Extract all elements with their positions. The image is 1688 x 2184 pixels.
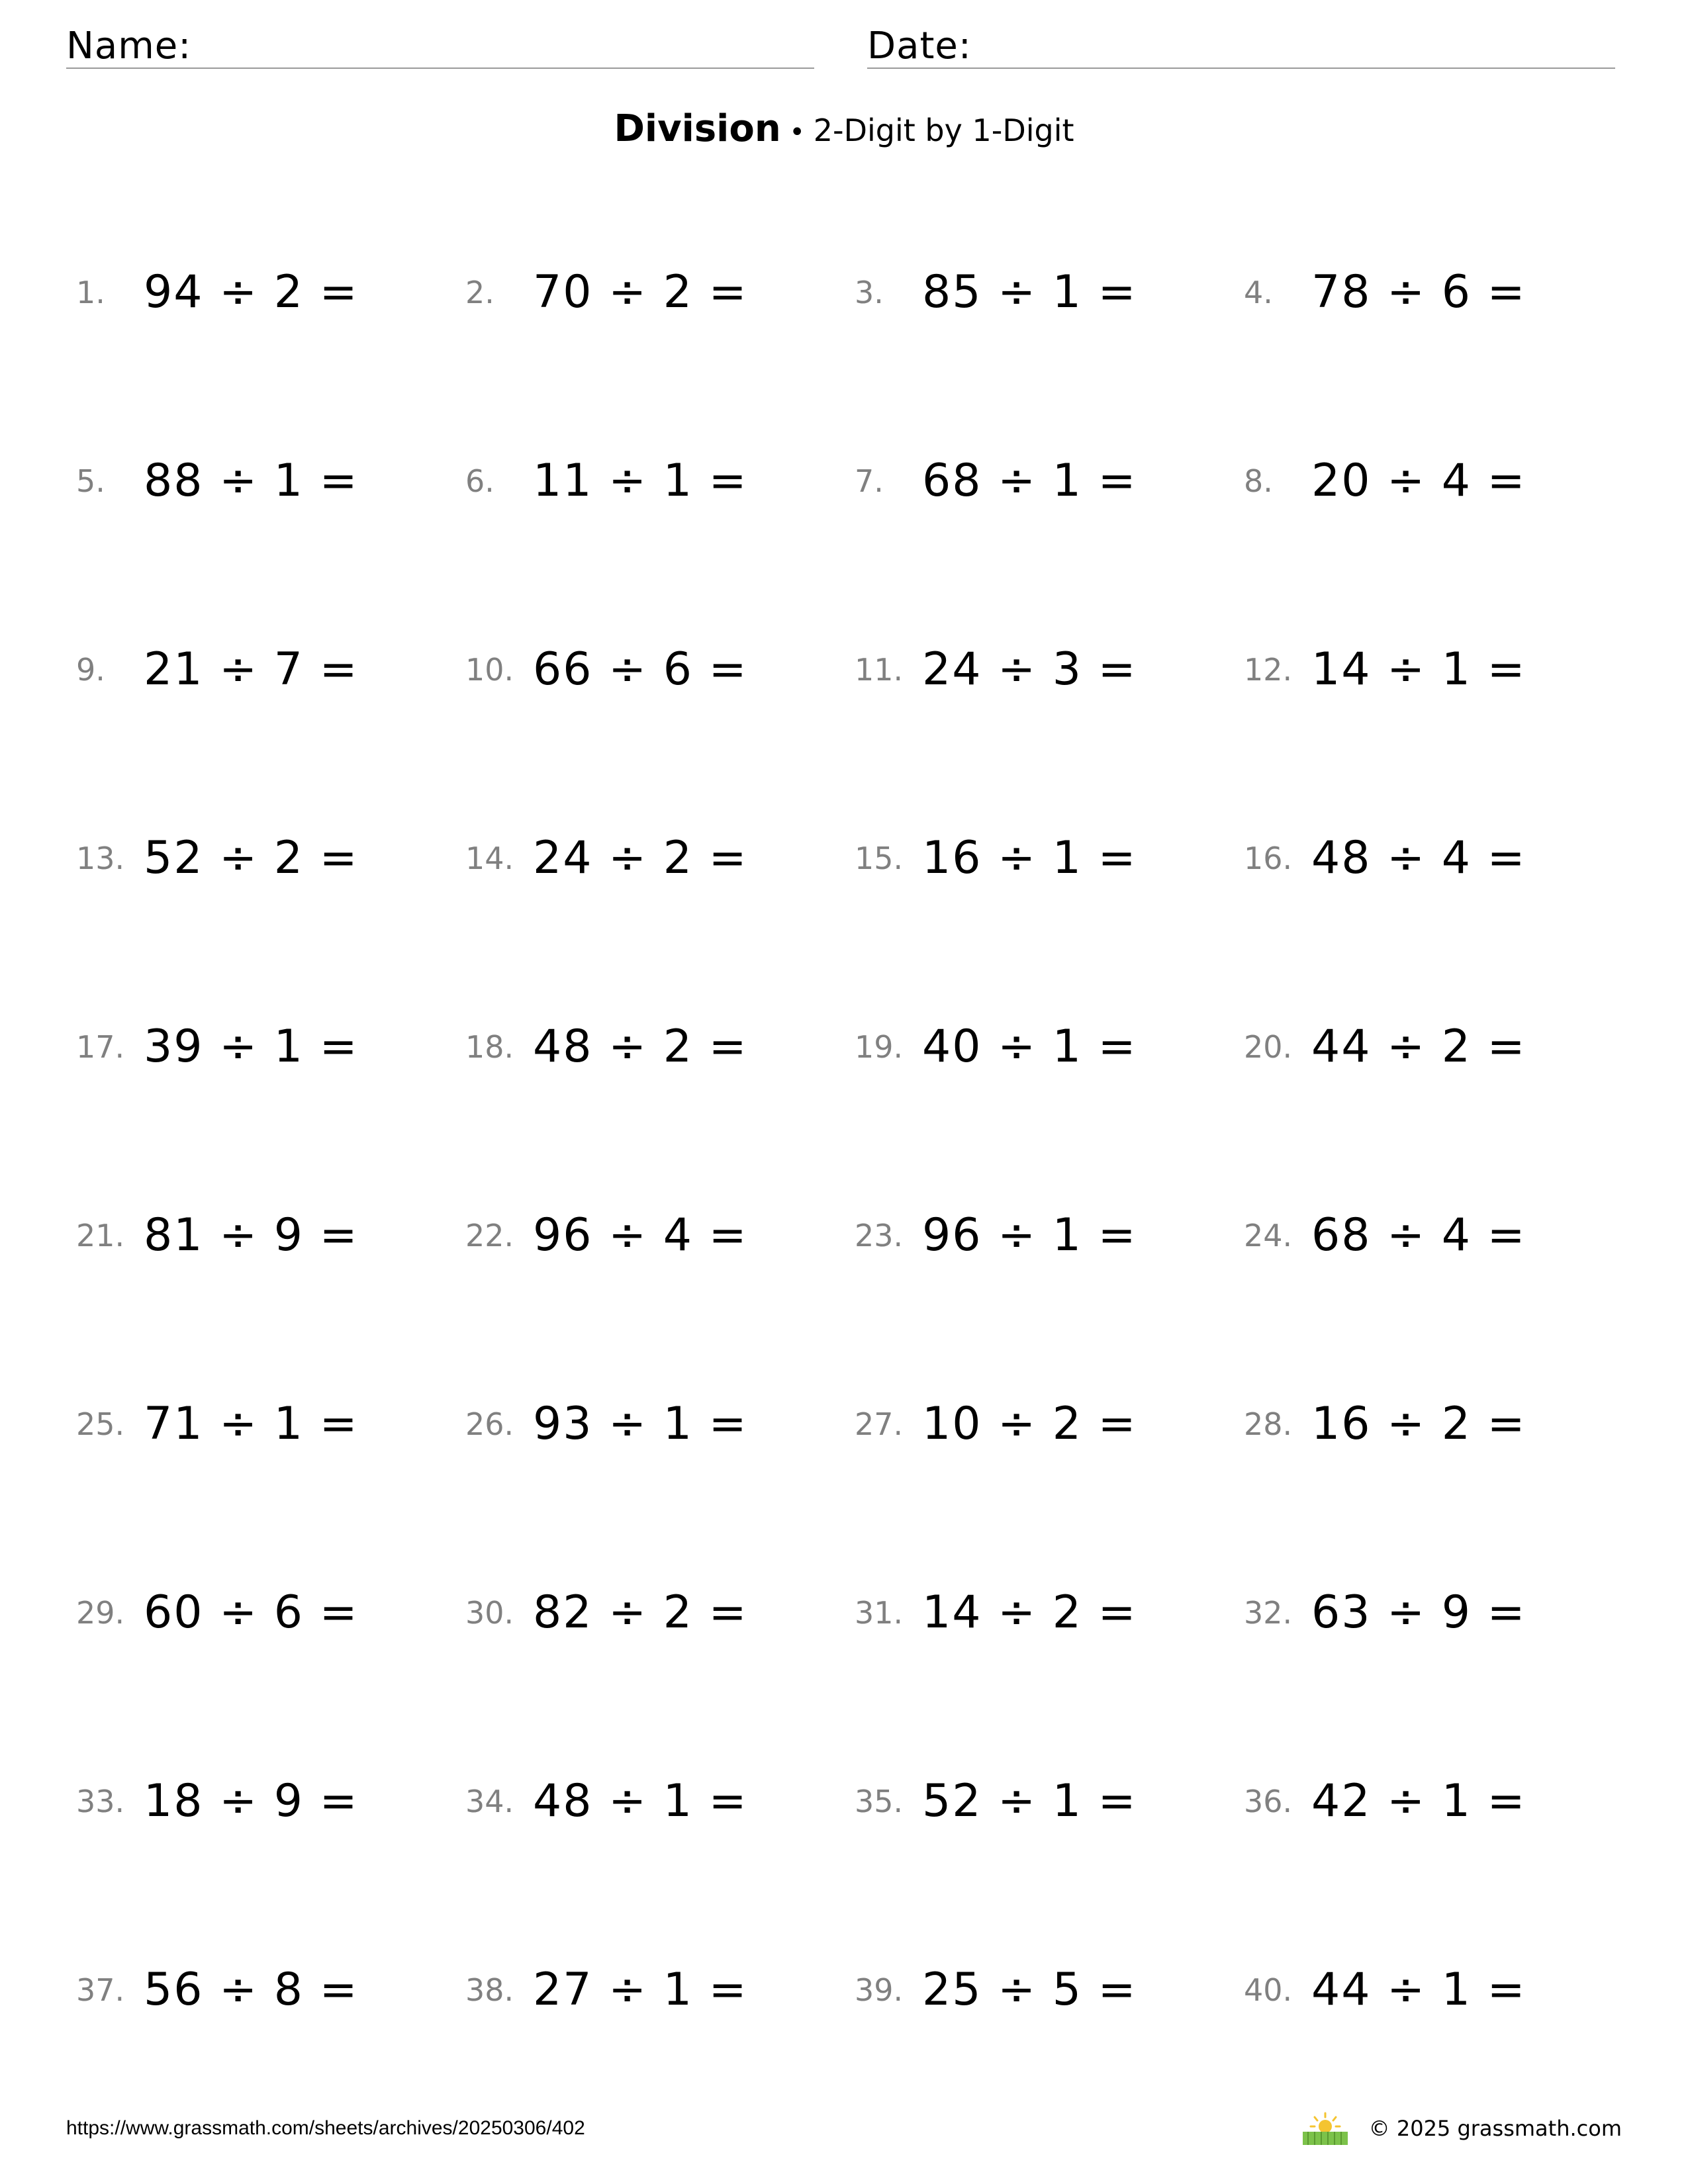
problem-number: 24.: [1244, 1217, 1293, 1253]
problem-number: 13.: [76, 840, 125, 876]
problem-item: [76, 625, 465, 714]
problem-number: 33.: [76, 1783, 125, 1819]
problem-item: [76, 813, 465, 903]
problem-number: 28.: [1244, 1406, 1293, 1442]
title-separator: •: [789, 117, 805, 148]
problem-item: [76, 1756, 465, 1846]
problem-number: 16.: [1244, 840, 1293, 876]
problem-item: [1244, 1379, 1625, 1469]
problem-number: 2.: [465, 274, 494, 310]
problem-expression: 24 ÷ 3 =: [922, 643, 1137, 696]
problem-expression: 96 ÷ 4 =: [533, 1209, 748, 1261]
problem-number: 27.: [855, 1406, 904, 1442]
problem-expression: 24 ÷ 2 =: [533, 832, 748, 884]
problem-expression: 39 ÷ 1 =: [144, 1021, 359, 1073]
problem-expression: 10 ÷ 2 =: [922, 1398, 1137, 1450]
footer-url: https://www.grassmath.com/sheets/archives/20250306/402: [66, 2117, 585, 2139]
copyright-text: © 2025 grassmath.com: [1368, 2116, 1622, 2141]
problem-expression: 40 ÷ 1 =: [922, 1021, 1137, 1073]
problem-number: 19.: [855, 1028, 904, 1065]
problem-item: [465, 1379, 855, 1469]
problem-number: 40.: [1244, 1972, 1293, 2008]
problem-expression: 70 ÷ 2 =: [533, 266, 748, 318]
problem-item: [1244, 1568, 1625, 1657]
problem-grid: [76, 248, 1625, 2134]
problem-item: [76, 1191, 465, 1280]
problem-item: [465, 1191, 855, 1280]
problem-number: 23.: [855, 1217, 904, 1253]
problem-number: 15.: [855, 840, 904, 876]
title-main: Division: [614, 107, 781, 150]
problem-item: [76, 436, 465, 525]
problem-item: [76, 1002, 465, 1091]
problem-expression: 27 ÷ 1 =: [533, 1964, 748, 2016]
problem-number: 31.: [855, 1594, 904, 1631]
title-subtitle: 2-Digit by 1-Digit: [813, 113, 1074, 148]
problem-expression: 78 ÷ 6 =: [1311, 266, 1526, 318]
problem-expression: 18 ÷ 9 =: [144, 1775, 359, 1827]
problem-item: [1244, 813, 1625, 903]
problem-item: [855, 1002, 1244, 1091]
problem-number: 1.: [76, 274, 105, 310]
problem-item: [76, 248, 465, 337]
problem-expression: 85 ÷ 1 =: [922, 266, 1137, 318]
problem-expression: 14 ÷ 2 =: [922, 1586, 1137, 1639]
problem-expression: 16 ÷ 1 =: [922, 832, 1137, 884]
problem-number: 6.: [465, 463, 494, 499]
problem-number: 5.: [76, 463, 105, 499]
problem-number: 7.: [855, 463, 884, 499]
problem-expression: 82 ÷ 2 =: [533, 1586, 748, 1639]
problem-item: [76, 1379, 465, 1469]
problem-item: [855, 1945, 1244, 2034]
problem-expression: 52 ÷ 1 =: [922, 1775, 1137, 1827]
problem-number: 9.: [76, 651, 105, 688]
problem-expression: 88 ÷ 1 =: [144, 455, 359, 507]
problem-number: 11.: [855, 651, 904, 688]
problem-number: 21.: [76, 1217, 125, 1253]
problem-item: [855, 1568, 1244, 1657]
problem-item: [1244, 248, 1625, 337]
problem-expression: 63 ÷ 9 =: [1311, 1586, 1526, 1639]
problem-number: 3.: [855, 274, 884, 310]
problem-item: [855, 813, 1244, 903]
problem-expression: 48 ÷ 2 =: [533, 1021, 748, 1073]
problem-number: 17.: [76, 1028, 125, 1065]
worksheet-title: [0, 106, 1688, 156]
problem-item: [465, 813, 855, 903]
problem-number: 36.: [1244, 1783, 1293, 1819]
problem-number: 20.: [1244, 1028, 1293, 1065]
problem-item: [855, 1379, 1244, 1469]
problem-item: [465, 1756, 855, 1846]
problem-item: [465, 1945, 855, 2034]
problem-expression: 71 ÷ 1 =: [144, 1398, 359, 1450]
problem-item: [1244, 625, 1625, 714]
problem-number: 38.: [465, 1972, 514, 2008]
problem-item: [465, 248, 855, 337]
problem-number: 25.: [76, 1406, 125, 1442]
problem-expression: 52 ÷ 2 =: [144, 832, 359, 884]
problem-expression: 56 ÷ 8 =: [144, 1964, 359, 2016]
problem-expression: 44 ÷ 1 =: [1311, 1964, 1526, 2016]
problem-expression: 11 ÷ 1 =: [533, 455, 748, 507]
problem-expression: 68 ÷ 1 =: [922, 455, 1137, 507]
problem-number: 29.: [76, 1594, 125, 1631]
name-field[interactable]: [66, 25, 814, 69]
problem-number: 26.: [465, 1406, 514, 1442]
problem-expression: 44 ÷ 2 =: [1311, 1021, 1526, 1073]
problem-expression: 25 ÷ 5 =: [922, 1964, 1137, 2016]
problem-item: [855, 1191, 1244, 1280]
problem-item: [855, 625, 1244, 714]
problem-item: [855, 248, 1244, 337]
problem-number: 37.: [76, 1972, 125, 2008]
problem-item: [1244, 1191, 1625, 1280]
problem-expression: 14 ÷ 1 =: [1311, 643, 1526, 696]
problem-number: 18.: [465, 1028, 514, 1065]
problem-number: 4.: [1244, 274, 1273, 310]
problem-item: [1244, 1002, 1625, 1091]
problem-item: [76, 1568, 465, 1657]
problem-item: [1244, 1756, 1625, 1846]
footer-branding: [1301, 2109, 1622, 2148]
date-label: Date:: [867, 24, 972, 68]
problem-number: 39.: [855, 1972, 904, 2008]
problem-item: [855, 436, 1244, 525]
problem-number: 30.: [465, 1594, 514, 1631]
problem-expression: 96 ÷ 1 =: [922, 1209, 1137, 1261]
problem-number: 35.: [855, 1783, 904, 1819]
problem-item: [465, 436, 855, 525]
problem-expression: 20 ÷ 4 =: [1311, 455, 1526, 507]
problem-item: [465, 1568, 855, 1657]
problem-number: 32.: [1244, 1594, 1293, 1631]
problem-item: [1244, 436, 1625, 525]
grass-sun-logo-icon: [1301, 2112, 1349, 2145]
problem-item: [465, 1002, 855, 1091]
problem-number: 34.: [465, 1783, 514, 1819]
problem-item: [465, 625, 855, 714]
problem-expression: 42 ÷ 1 =: [1311, 1775, 1526, 1827]
date-field[interactable]: [867, 25, 1615, 69]
problem-number: 10.: [465, 651, 514, 688]
problem-item: [76, 1945, 465, 2034]
problem-number: 22.: [465, 1217, 514, 1253]
problem-expression: 68 ÷ 4 =: [1311, 1209, 1526, 1261]
problem-expression: 93 ÷ 1 =: [533, 1398, 748, 1450]
problem-expression: 66 ÷ 6 =: [533, 643, 748, 696]
name-label: Name:: [66, 24, 192, 68]
problem-number: 8.: [1244, 463, 1273, 499]
problem-number: 12.: [1244, 651, 1293, 688]
problem-number: 14.: [465, 840, 514, 876]
problem-expression: 48 ÷ 4 =: [1311, 832, 1526, 884]
problem-expression: 48 ÷ 1 =: [533, 1775, 748, 1827]
problem-expression: 94 ÷ 2 =: [144, 266, 359, 318]
problem-expression: 21 ÷ 7 =: [144, 643, 359, 696]
problem-item: [855, 1756, 1244, 1846]
problem-item: [1244, 1945, 1625, 2034]
problem-expression: 16 ÷ 2 =: [1311, 1398, 1526, 1450]
problem-expression: 60 ÷ 6 =: [144, 1586, 359, 1639]
problem-expression: 81 ÷ 9 =: [144, 1209, 359, 1261]
